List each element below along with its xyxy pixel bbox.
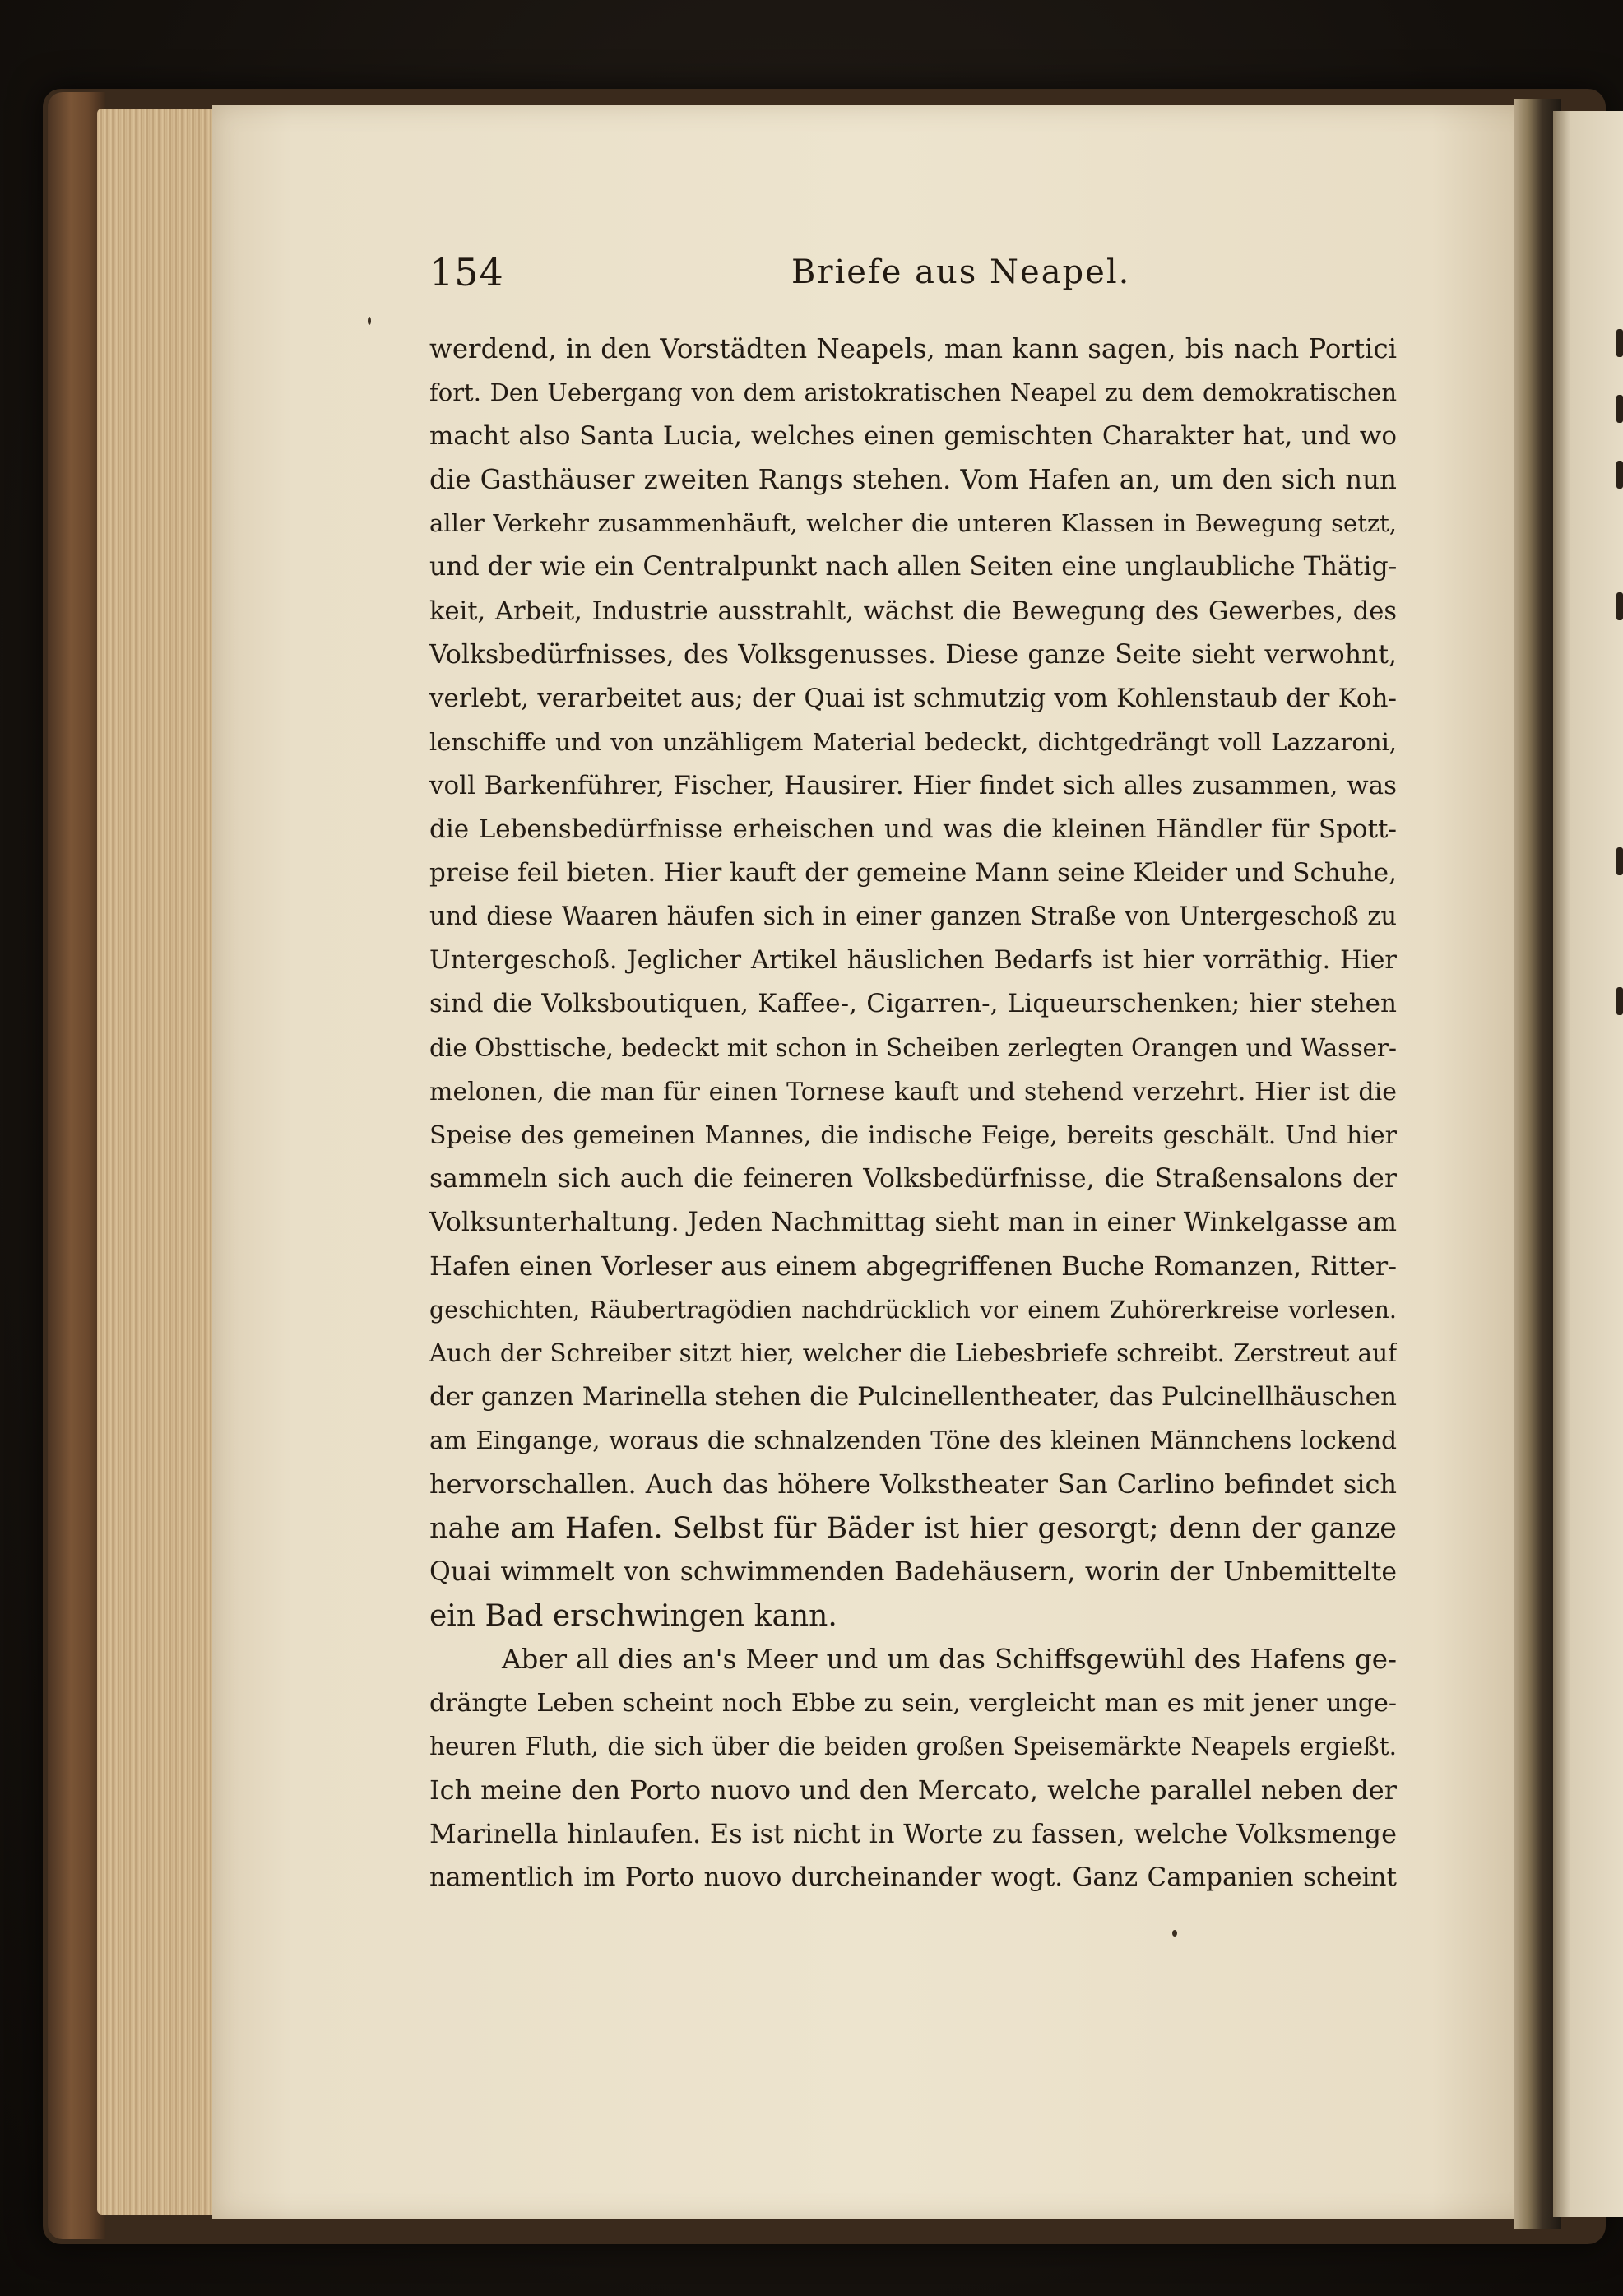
facing-page-fragment xyxy=(1616,461,1623,489)
text-line: voll Barkenführer, Fischer, Hausirer. Hier findet sich alles zusammen, was xyxy=(429,770,1397,800)
facing-page-fragment xyxy=(1616,592,1623,620)
text-line: fort. Den Uebergang von dem aristokratischen Neapel zu dem demokratischen xyxy=(429,378,1397,407)
facing-page xyxy=(1553,111,1623,2217)
text-line: ein Bad erschwingen kann. xyxy=(429,1598,837,1633)
text-line: keit, Arbeit, Industrie ausstrahlt, wächst die Bewegung des Gewerbes, des xyxy=(429,596,1397,626)
text-line: die Gasthäuser zweiten Rangs stehen. Vom Hafen an, um den sich nun xyxy=(429,464,1397,496)
text-line: Untergeschoß. Jeglicher Artikel häuslichen Bedarfs ist hier vorräthig. Hier xyxy=(429,946,1397,976)
text-line: Ich meine den Porto nuovo und den Mercato, welche parallel neben der xyxy=(429,1774,1397,1807)
text-line: sammeln sich auch die feineren Volksbedürfnisse, die Straßensalons der xyxy=(429,1163,1397,1194)
text-line: Quai wimmelt von schwimmenden Badehäusern, worin der Unbemittelte xyxy=(429,1556,1397,1587)
facing-page-fragment xyxy=(1616,329,1623,357)
text-line: melonen, die man für einen Tornese kauft und stehend verzehrt. Hier ist die xyxy=(429,1077,1397,1106)
text-line: verlebt, verarbeitet aus; der Quai ist schmutzig vom Kohlenstaub der Koh- xyxy=(429,683,1397,713)
paper-speck xyxy=(368,317,371,325)
text-line: Hafen einen Vorleser aus einem abgegriffenen Buche Romanzen, Ritter- xyxy=(429,1250,1397,1282)
text-line: der ganzen Marinella stehen die Pulcinellentheater, das Pulcinellhäuschen xyxy=(429,1382,1397,1412)
text-line: nahe am Hafen. Selbst für Bäder ist hier gesorgt; denn der ganze xyxy=(429,1511,1397,1545)
facing-page-fragment xyxy=(1616,395,1623,423)
text-line: sind die Volksboutiquen, Kaffee-, Cigarren-, Liqueurschenken; hier stehen xyxy=(429,989,1397,1019)
text-line: und der wie ein Centralpunkt nach allen Seiten eine unglaubliche Thätig- xyxy=(429,552,1397,582)
text-line: die Obsttische, bedeckt mit schon in Scheiben zerlegten Orangen und Wasser- xyxy=(429,1033,1397,1062)
text-line: Auch der Schreiber sitzt hier, welcher die Liebesbriefe schreibt. Zerstreut auf xyxy=(429,1339,1397,1368)
text-line: werdend, in den Vorstädten Neapels, man kann sagen, bis nach Portici xyxy=(429,333,1397,364)
text-line: die Lebensbedürfnisse erheischen und was die kleinen Händler für Spott- xyxy=(429,814,1397,845)
facing-page-fragment xyxy=(1616,987,1623,1015)
text-line: Marinella hinlaufen. Es ist nicht in Worte zu fassen, welche Volksmenge xyxy=(429,1818,1397,1850)
page-number: 154 xyxy=(429,250,504,295)
text-line: Volksunterhaltung. Jeden Nachmittag sieht man in einer Winkelgasse am xyxy=(429,1207,1397,1237)
text-line: Volksbedürfnisses, des Volksgenusses. Diese ganze Seite sieht verwohnt, xyxy=(429,639,1397,670)
text-line: preise feil bieten. Hier kauft der gemeine Mann seine Kleider und Schuhe, xyxy=(429,858,1397,888)
text-line: lenschiffe und von unzähligem Material bedeckt, dichtgedrängt voll Lazzaroni, xyxy=(429,727,1397,756)
text-line: aller Verkehr zusammenhäuft, welcher die unteren Klassen in Bewegung setzt, xyxy=(429,509,1397,538)
facing-page-fragment xyxy=(1616,847,1623,875)
text-line: Speise des gemeinen Mannes, die indische Feige, bereits geschält. Und hier xyxy=(429,1120,1397,1150)
text-line: macht also Santa Lucia, welches einen gemischten Charakter hat, und wo xyxy=(429,421,1397,452)
text-line: hervorschallen. Auch das höhere Volkstheater San Carlino befindet sich xyxy=(429,1468,1397,1501)
body-text xyxy=(429,327,1397,1899)
text-line: namentlich im Porto nuovo durcheinander wogt. Ganz Campanien scheint xyxy=(429,1862,1397,1893)
text-line: Aber all dies an's Meer und um das Schiffsgewühl des Hafens ge- xyxy=(502,1643,1397,1675)
page-edges xyxy=(97,109,220,2215)
text-line: und diese Waaren häufen sich in einer ganzen Straße von Untergeschoß zu xyxy=(429,902,1397,932)
paper-speck xyxy=(1172,1930,1177,1937)
text-line: geschichten, Räubertragödien nachdrücklich vor einem Zuhörerkreise vorlesen. xyxy=(429,1296,1397,1324)
running-head: Briefe aus Neapel. xyxy=(791,253,1131,291)
text-line: heuren Fluth, die sich über die beiden großen Speisemärkte Neapels ergießt. xyxy=(429,1732,1397,1760)
text-line: drängte Leben scheint noch Ebbe zu sein, vergleicht man es mit jener unge- xyxy=(429,1688,1397,1718)
text-line: am Eingange, woraus die schnalzenden Töne des kleinen Männchens lockend xyxy=(429,1426,1397,1455)
page-header xyxy=(429,247,1397,313)
